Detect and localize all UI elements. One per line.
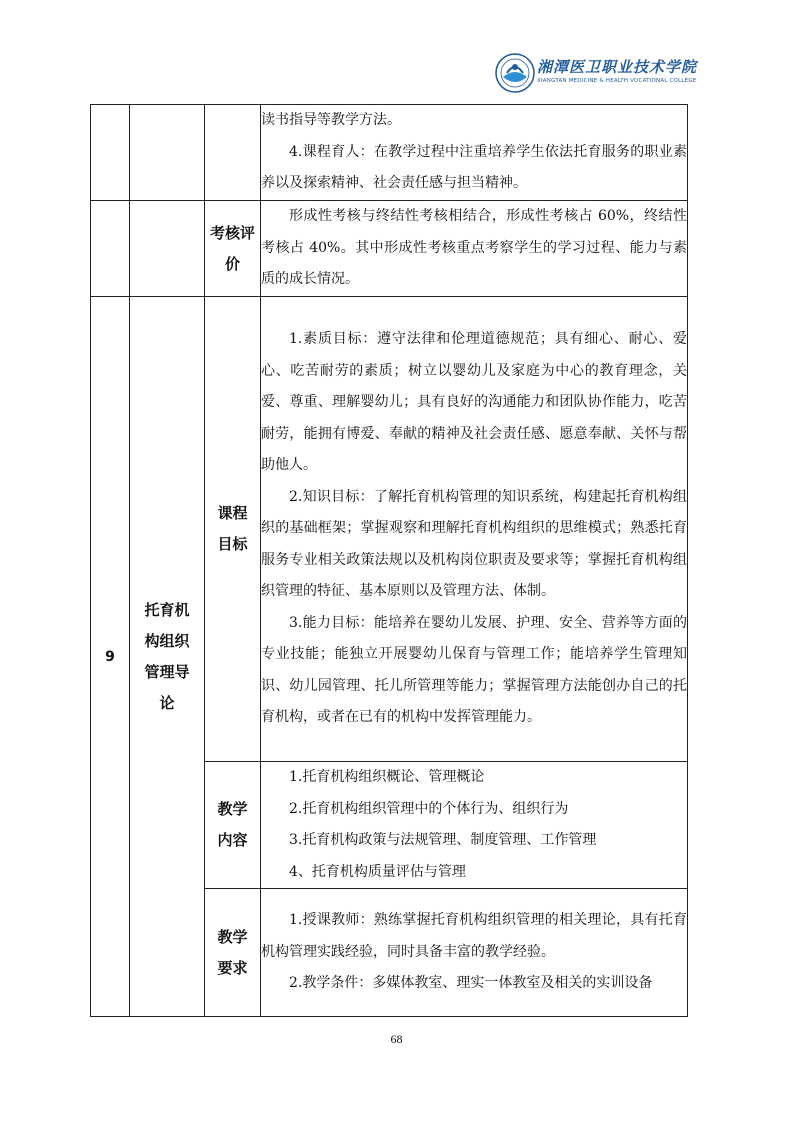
method-item-4: 4.课程育人：在教学过程中注重培养学生依法托育服务的职业素养以及探索精神、社会责任感与担当精神。 — [261, 143, 687, 192]
goal-knowledge: 2.知识目标：了解托育机构管理的知识系统，构建起托育机构组织的基础框架；掌握观察和理解托育机构组织的思维模式；熟悉托育服务专业相关政策法规以及机构岗位职责及要求等；掌握托育机构组织管理的特征、基本原则以及管理方法、体制。 — [261, 488, 687, 600]
label-cell-empty — [205, 105, 261, 201]
content-label — [205, 762, 261, 889]
college-emblem-icon — [495, 53, 535, 93]
req-teacher: 1.授课教师：熟练掌握托育机构组织管理的相关理论，具有托育机构管理实践经验，同时具备丰富的教学经验。 — [261, 912, 687, 960]
logo-chinese-name: 湘潭医卫职业技术学院 — [537, 58, 698, 76]
name-cell-empty — [130, 201, 205, 297]
content-item-1: 1.托育机构组织概论、管理概论 — [289, 769, 485, 785]
goal-label-text: 课程目标 — [217, 504, 248, 553]
page-number: 68 — [390, 1032, 403, 1046]
course-number: 9 — [91, 297, 130, 1017]
content-item-4: 4、托育机构质量评估与管理 — [289, 863, 466, 880]
req-label — [205, 889, 261, 1017]
goal-ability: 3.能力目标：能培养在婴幼儿发展、护理、安全、营养等方面的专业技能；能独立开展婴幼儿保育与管理工作；能培养学生管理知识、幼儿园管理、托儿所管理等能力；掌握管理方法能创办自己的托育机构，或者在已有的机构中发挥管理能力。 — [261, 614, 687, 726]
method-continued-text: 读书指导等教学方法。 — [261, 112, 401, 129]
content-item-2: 2.托育机构组织管理中的个体行为、组织行为 — [289, 800, 569, 817]
teaching-req-cell — [261, 889, 688, 1017]
assess-label: 考核评价 — [205, 201, 261, 297]
course-name-text: 托育机构组织管理导论 — [144, 600, 190, 712]
assess-text: 形成性考核与终结性考核相结合，形成性考核占 60%，终结性考核占 40%。其中形成性考核重点考察学生的学习过程、能力与素质的成长情况。 — [261, 208, 687, 288]
table-row — [91, 105, 688, 201]
method-content-cell — [261, 105, 688, 201]
number-cell-empty — [91, 105, 130, 201]
req-conditions: 2.教学条件：多媒体教室、理实一体教室及相关的实训设备 — [289, 975, 653, 992]
teaching-content-cell — [261, 762, 688, 889]
logo-english-name: XIANGTAN MEDICINE & HEALTH VOCATIONAL COLLEGE — [537, 78, 697, 84]
number-cell-empty — [91, 201, 130, 297]
table-row — [91, 297, 688, 762]
content-item-3: 3.托育机构政策与法规管理、制度管理、工作管理 — [289, 832, 597, 848]
table-row — [91, 201, 688, 297]
content-label-text: 教学内容 — [217, 800, 248, 849]
goal-content-cell — [261, 297, 688, 762]
goal-quality: 1.素质目标：遵守法律和伦理道德规范；具有细心、耐心、爱心、吃苦耐劳的素质；树立以婴幼儿及家庭为中心的教育理念，关爱、尊重、理解婴幼儿；具有良好的沟通能力和团队协作能力，吃苦耐劳，能拥有博爱、奉献的精神及社会责任感、愿意奉献、关怀与帮助他人。 — [261, 331, 687, 474]
curriculum-table — [90, 104, 688, 1017]
course-name — [130, 297, 205, 1017]
assess-content-cell — [261, 201, 688, 297]
req-label-text: 教学要求 — [217, 927, 248, 977]
college-logo — [495, 53, 698, 99]
name-cell-empty — [130, 105, 205, 201]
goal-label — [205, 297, 261, 762]
